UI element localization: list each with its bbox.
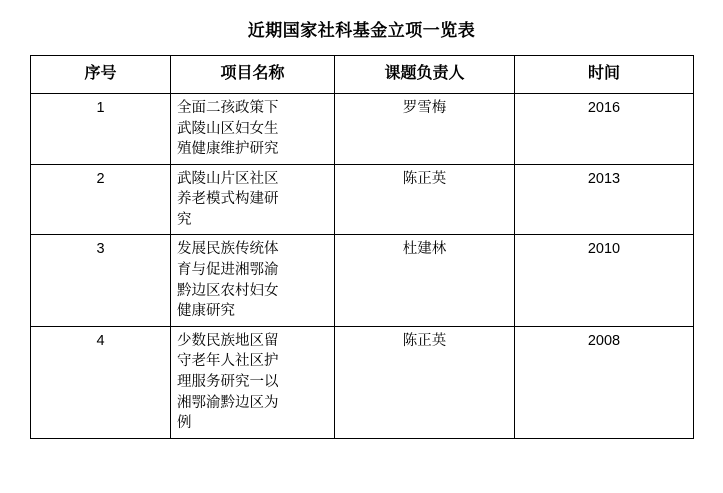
column-header-no: 序号 [31, 56, 171, 94]
project-name-line: 育与促进湘鄂渝 [177, 262, 279, 279]
project-name-line: 健康研究 [177, 303, 235, 320]
cell-time: 2013 [515, 164, 694, 235]
project-name-line: 发展民族传统体 [177, 241, 279, 258]
table-header-row [31, 56, 694, 94]
cell-no: 1 [31, 94, 171, 165]
project-name-line: 养老模式构建研 [177, 191, 279, 208]
projects-table [30, 55, 694, 439]
cell-no: 3 [31, 235, 171, 326]
project-name-line: 武陵山片区社区 [177, 170, 279, 187]
cell-project-name [171, 326, 335, 438]
project-name-line: 殖健康维护研究 [177, 141, 279, 158]
project-name-line: 理服务研究一以 [177, 373, 279, 390]
table-header [31, 56, 694, 94]
project-name-line: 守老年人社区护 [177, 353, 279, 370]
project-name-line: 例 [177, 415, 192, 432]
table-container [0, 55, 723, 439]
project-name-line: 少数民族地区留 [177, 332, 279, 349]
table-row [31, 94, 694, 165]
cell-project-name [171, 235, 335, 326]
cell-time: 2008 [515, 326, 694, 438]
cell-owner: 陈正英 [335, 326, 515, 438]
cell-no: 4 [31, 326, 171, 438]
cell-owner: 陈正英 [335, 164, 515, 235]
project-name-line: 黔边区农村妇女 [177, 282, 279, 299]
cell-project-name [171, 164, 335, 235]
cell-project-name [171, 94, 335, 165]
cell-time: 2010 [515, 235, 694, 326]
page-title: 近期国家社科基金立项一览表 [247, 21, 476, 40]
column-header-owner: 课题负责人 [335, 56, 515, 94]
document-page [0, 16, 723, 493]
cell-time: 2016 [515, 94, 694, 165]
column-header-time: 时间 [515, 56, 694, 94]
table-row [31, 235, 694, 326]
column-header-name: 项目名称 [171, 56, 335, 94]
cell-owner: 罗雪梅 [335, 94, 515, 165]
project-name-line: 究 [177, 211, 192, 228]
cell-no: 2 [31, 164, 171, 235]
table-row [31, 326, 694, 438]
project-name-line: 全面二孩政策下 [177, 100, 279, 116]
cell-owner: 杜建林 [335, 235, 515, 326]
table-row [31, 164, 694, 235]
project-name-line: 武陵山区妇女生 [177, 120, 279, 137]
table-body [31, 94, 694, 439]
project-name-line: 湘鄂渝黔边区为 [177, 394, 279, 411]
